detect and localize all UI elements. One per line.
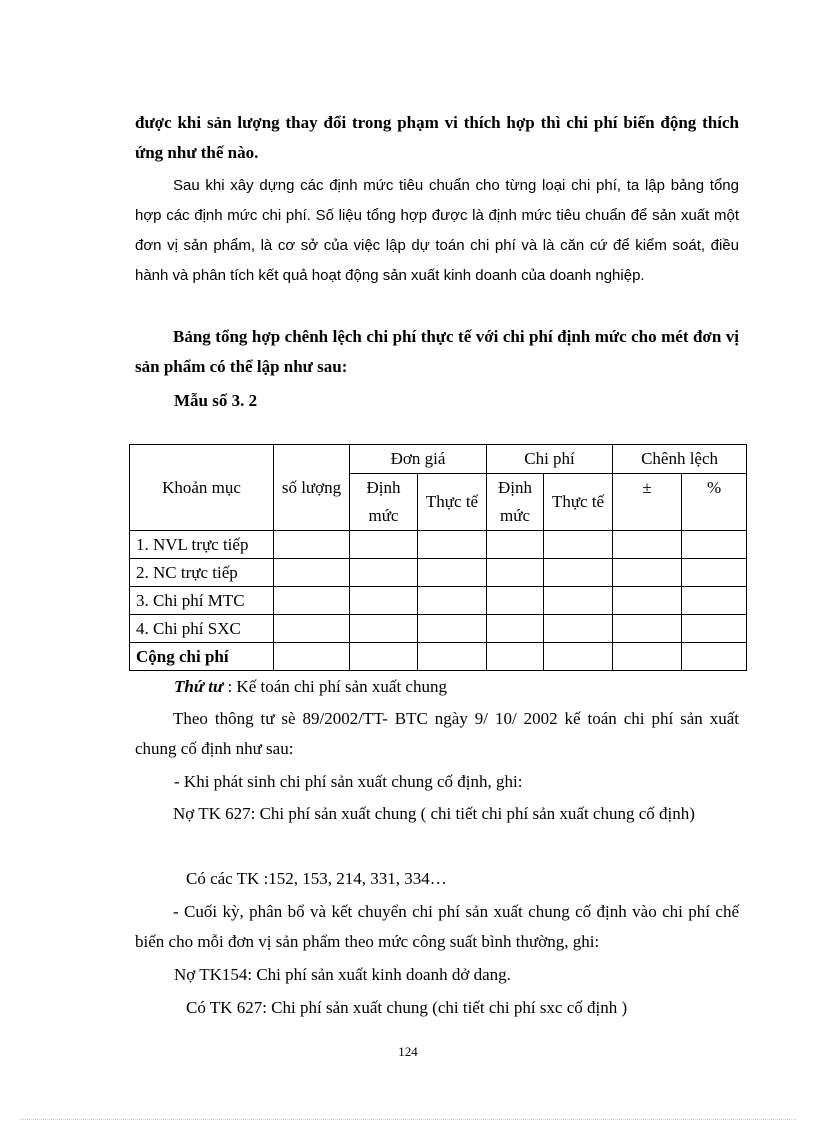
bullet-fixed-cost: - Khi phát sinh chi phí sản xuất chung cố định, ghi: <box>174 772 523 791</box>
header-unit-price-actual: Thực tế <box>418 474 487 531</box>
section-fourth-text: : Kế toán chi phí sản xuất chung <box>223 677 447 696</box>
entry-debit-627: Nợ TK 627: Chi phí sản xuất chung ( chi tiết chi phí sản xuất chung cố định) <box>173 804 695 823</box>
header-cost-norm: Định mức <box>487 474 544 531</box>
paragraph-continuation: được khi sản lượng thay đổi trong phạm vi thích hợp thì chi phí biến động thích ứng như thế nào. <box>135 113 739 162</box>
header-percent: % <box>682 474 747 531</box>
header-difference: Chênh lệch <box>613 445 747 474</box>
paragraph-circular: Theo thông tư sè 89/2002/TT- BTC ngày 9/ 10/ 2002 kế toán chi phí sản xuất chung cố định như sau: <box>135 709 739 758</box>
bullet-period-end: - Cuối kỳ, phân bổ và kết chuyển chi phí sản xuất chung cố định vào chi phí chế biến cho mỗi đơn vị sản phẩm theo mức công suất bình thường, ghi: <box>135 902 739 951</box>
paragraph-norms: Sau khi xây dựng các định mức tiêu chuẩn cho từng loại chi phí, ta lập bảng tổng hợp các định mức chi phí. Số liệu tổng hợp được là định mức tiêu chuẩn để sản xuất một đơn vị sản phẩm, là cơ sở của việc lập dự toán chi phí và là căn cứ để kiểm soát, điều hành và phân tích kết quả hoạt động sản xuất kinh doanh của doanh nghiệp. <box>135 177 739 284</box>
row-label: 2. NC trực tiếp <box>130 559 274 587</box>
row-label: 3. Chi phí MTC <box>130 587 274 615</box>
header-cost-actual: Thực tế <box>544 474 613 531</box>
paragraph-table-intro: Bảng tổng hợp chênh lệch chi phí thực tế với chi phí định mức cho mét đơn vị sản phẩm có thể lập như sau: <box>135 327 739 376</box>
page-number: 124 <box>398 1044 418 1059</box>
row-label: 1. NVL trực tiếp <box>130 531 274 559</box>
row-label: 4. Chi phí SXC <box>130 615 274 643</box>
header-unit-price: Đơn giá <box>350 445 487 474</box>
header-item: Khoản mục <box>130 445 274 531</box>
header-plus-minus: ± <box>613 474 682 531</box>
table-row <box>130 531 747 559</box>
entry-credit-accounts: Có các TK :152, 153, 214, 331, 334… <box>186 869 447 888</box>
table-header-row-1 <box>130 445 747 474</box>
table-row-total <box>130 643 747 671</box>
section-fourth-label: Thứ tư <box>174 677 224 696</box>
section-fourth <box>174 672 447 702</box>
header-unit-price-norm: Định mức <box>350 474 418 531</box>
entry-debit-154: Nợ TK154: Chi phí sản xuất kinh doanh dở dang. <box>174 965 511 984</box>
page-bottom-divider <box>20 1119 796 1120</box>
header-quantity: số lượng <box>274 445 350 531</box>
table-caption: Mẫu số 3. 2 <box>174 391 258 410</box>
table-row <box>130 615 747 643</box>
table-row <box>130 559 747 587</box>
header-cost: Chi phí <box>487 445 613 474</box>
cost-variance-table <box>129 444 747 671</box>
entry-credit-627: Có TK 627: Chi phí sản xuất chung (chi tiết chi phí sxc cố định ) <box>186 998 628 1017</box>
table-row <box>130 587 747 615</box>
row-label-total: Cộng chi phí <box>130 643 274 671</box>
